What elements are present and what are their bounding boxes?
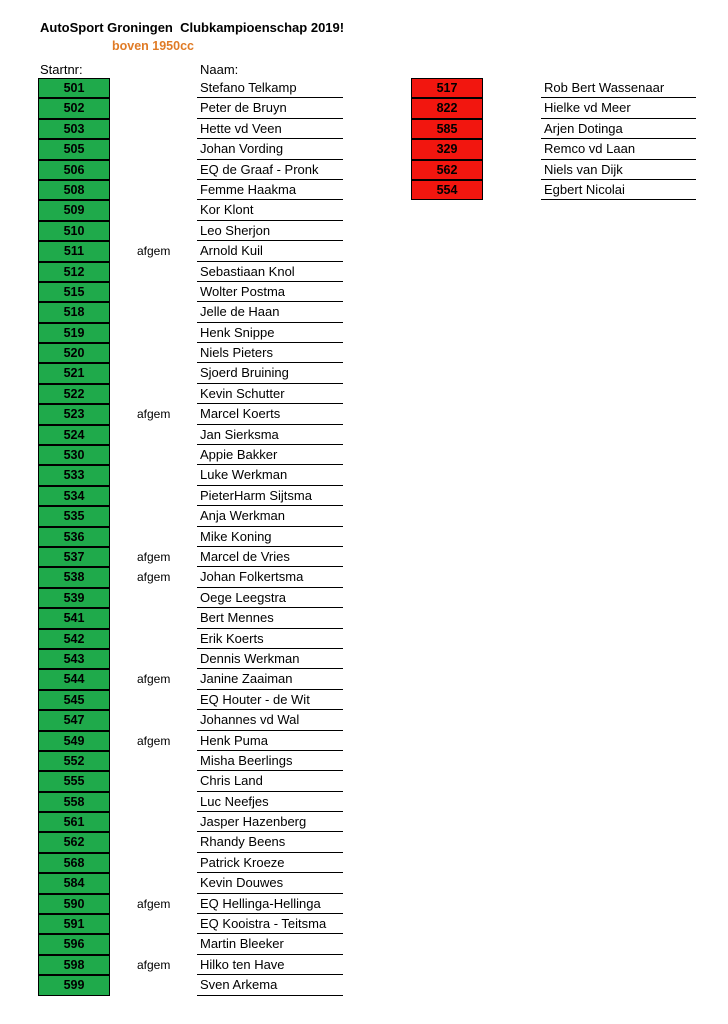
start-number: 549 — [38, 731, 110, 751]
driver-name: Patrick Kroeze — [197, 853, 343, 873]
start-number: 543 — [38, 649, 110, 669]
driver-name: Henk Snippe — [197, 323, 343, 343]
table-row — [0, 567, 728, 587]
start-number: 503 — [38, 119, 110, 139]
driver-name: Erik Koerts — [197, 629, 343, 649]
table-row — [0, 241, 728, 261]
status-note: afgem — [137, 549, 171, 564]
start-number-secondary: 562 — [411, 160, 483, 180]
start-number: 505 — [38, 139, 110, 159]
table-row — [0, 894, 728, 914]
start-number: 501 — [38, 78, 110, 98]
table-row — [0, 731, 728, 751]
driver-name: Chris Land — [197, 771, 343, 791]
driver-name: Niels Pieters — [197, 343, 343, 363]
driver-name-secondary: Rob Bert Wassenaar — [541, 78, 696, 98]
start-number: 545 — [38, 690, 110, 710]
table-row — [0, 323, 728, 343]
table-row — [0, 527, 728, 547]
driver-name: Jan Sierksma — [197, 425, 343, 445]
driver-name: Mike Koning — [197, 527, 343, 547]
driver-name: Arnold Kuil — [197, 241, 343, 261]
driver-name: Henk Puma — [197, 731, 343, 751]
startnr-header: Startnr: — [40, 62, 83, 77]
table-row — [0, 200, 728, 220]
start-number: 509 — [38, 200, 110, 220]
driver-name: Luke Werkman — [197, 465, 343, 485]
status-note: afgem — [137, 672, 171, 687]
start-number: 555 — [38, 771, 110, 791]
table-row — [0, 669, 728, 689]
start-number: 520 — [38, 343, 110, 363]
start-number: 568 — [38, 853, 110, 873]
driver-name-secondary: Egbert Nicolai — [541, 180, 696, 200]
start-number: 536 — [38, 527, 110, 547]
driver-name: Appie Bakker — [197, 445, 343, 465]
table-row — [0, 955, 728, 975]
driver-name: Rhandy Beens — [197, 832, 343, 852]
driver-name: Martin Bleeker — [197, 934, 343, 954]
table-row — [0, 832, 728, 852]
table-row — [0, 282, 728, 302]
start-number: 561 — [38, 812, 110, 832]
driver-name: Anja Werkman — [197, 506, 343, 526]
table-row — [0, 690, 728, 710]
table-row — [0, 445, 728, 465]
start-number: 599 — [38, 975, 110, 995]
start-number-secondary: 554 — [411, 180, 483, 200]
driver-name: Johan Folkertsma — [197, 567, 343, 587]
table-row — [0, 914, 728, 934]
start-list — [0, 78, 728, 996]
driver-name: Jelle de Haan — [197, 302, 343, 322]
table-row — [0, 98, 728, 118]
table-row — [0, 119, 728, 139]
table-row — [0, 853, 728, 873]
table-row — [0, 792, 728, 812]
driver-name: Sjoerd Bruining — [197, 363, 343, 383]
start-number: 535 — [38, 506, 110, 526]
table-row — [0, 751, 728, 771]
table-row — [0, 975, 728, 995]
driver-name: Marcel de Vries — [197, 547, 343, 567]
start-number: 521 — [38, 363, 110, 383]
table-row — [0, 629, 728, 649]
driver-name: Marcel Koerts — [197, 404, 343, 424]
table-row — [0, 425, 728, 445]
start-number: 511 — [38, 241, 110, 261]
start-number-secondary: 329 — [411, 139, 483, 159]
table-row — [0, 343, 728, 363]
driver-name: PieterHarm Sijtsma — [197, 486, 343, 506]
start-number: 506 — [38, 160, 110, 180]
table-row — [0, 934, 728, 954]
driver-name: Johannes vd Wal — [197, 710, 343, 730]
driver-name: Bert Mennes — [197, 608, 343, 628]
start-number: 515 — [38, 282, 110, 302]
start-number: 541 — [38, 608, 110, 628]
driver-name-secondary: Niels van Dijk — [541, 160, 696, 180]
status-note: afgem — [137, 570, 171, 585]
status-note: afgem — [137, 896, 171, 911]
table-row — [0, 588, 728, 608]
table-row — [0, 649, 728, 669]
driver-name: Hilko ten Have — [197, 955, 343, 975]
driver-name: Kevin Schutter — [197, 384, 343, 404]
start-number: 522 — [38, 384, 110, 404]
start-number: 547 — [38, 710, 110, 730]
driver-name: EQ Houter - de Wit — [197, 690, 343, 710]
driver-name-secondary: Hielke vd Meer — [541, 98, 696, 118]
start-number: 530 — [38, 445, 110, 465]
table-row — [0, 221, 728, 241]
table-row — [0, 160, 728, 180]
start-number-secondary: 517 — [411, 78, 483, 98]
driver-name: Kevin Douwes — [197, 873, 343, 893]
table-row — [0, 404, 728, 424]
driver-name: EQ de Graaf - Pronk — [197, 160, 343, 180]
table-row — [0, 486, 728, 506]
table-row — [0, 262, 728, 282]
start-number: 524 — [38, 425, 110, 445]
driver-name: Peter de Bruyn — [197, 98, 343, 118]
table-row — [0, 812, 728, 832]
driver-name: Janine Zaaiman — [197, 669, 343, 689]
table-row — [0, 608, 728, 628]
driver-name: Johan Vording — [197, 139, 343, 159]
table-row — [0, 465, 728, 485]
start-number: 562 — [38, 832, 110, 852]
driver-name: EQ Kooistra - Teitsma — [197, 914, 343, 934]
driver-name: Hette vd Veen — [197, 119, 343, 139]
driver-name: Misha Beerlings — [197, 751, 343, 771]
driver-name: Stefano Telkamp — [197, 78, 343, 98]
driver-name: Oege Leegstra — [197, 588, 343, 608]
start-number: 558 — [38, 792, 110, 812]
start-number: 539 — [38, 588, 110, 608]
start-number: 591 — [38, 914, 110, 934]
start-number: 519 — [38, 323, 110, 343]
table-row — [0, 506, 728, 526]
status-note: afgem — [137, 407, 171, 422]
start-number: 590 — [38, 894, 110, 914]
driver-name: Jasper Hazenberg — [197, 812, 343, 832]
naam-header: Naam: — [200, 62, 239, 77]
table-row — [0, 78, 728, 98]
page-title: AutoSport Groningen Clubkampioenschap 2019! — [40, 20, 345, 35]
driver-name: Femme Haakma — [197, 180, 343, 200]
start-number: 552 — [38, 751, 110, 771]
status-note: afgem — [137, 733, 171, 748]
start-number: 518 — [38, 302, 110, 322]
driver-name: Wolter Postma — [197, 282, 343, 302]
status-note: afgem — [137, 957, 171, 972]
driver-name: EQ Hellinga-Hellinga — [197, 894, 343, 914]
driver-name: Kor Klont — [197, 200, 343, 220]
start-number: 502 — [38, 98, 110, 118]
table-row — [0, 710, 728, 730]
start-number: 523 — [38, 404, 110, 424]
table-row — [0, 547, 728, 567]
start-number: 538 — [38, 567, 110, 587]
table-row — [0, 873, 728, 893]
table-row — [0, 384, 728, 404]
status-note: afgem — [137, 244, 171, 259]
start-number-secondary: 822 — [411, 98, 483, 118]
driver-name: Dennis Werkman — [197, 649, 343, 669]
table-row — [0, 363, 728, 383]
start-number: 584 — [38, 873, 110, 893]
table-row — [0, 139, 728, 159]
start-number: 533 — [38, 465, 110, 485]
start-number: 596 — [38, 934, 110, 954]
start-number: 512 — [38, 262, 110, 282]
table-row — [0, 771, 728, 791]
driver-name: Leo Sherjon — [197, 221, 343, 241]
start-number: 537 — [38, 547, 110, 567]
start-number: 598 — [38, 955, 110, 975]
start-number: 534 — [38, 486, 110, 506]
table-row — [0, 302, 728, 322]
start-number-secondary: 585 — [411, 119, 483, 139]
start-number: 508 — [38, 180, 110, 200]
page-subtitle: boven 1950cc — [112, 39, 194, 53]
start-number: 542 — [38, 629, 110, 649]
table-row — [0, 180, 728, 200]
start-number: 544 — [38, 669, 110, 689]
driver-name: Sebastiaan Knol — [197, 262, 343, 282]
driver-name-secondary: Arjen Dotinga — [541, 119, 696, 139]
start-number: 510 — [38, 221, 110, 241]
driver-name: Sven Arkema — [197, 975, 343, 995]
driver-name-secondary: Remco vd Laan — [541, 139, 696, 159]
driver-name: Luc Neefjes — [197, 792, 343, 812]
